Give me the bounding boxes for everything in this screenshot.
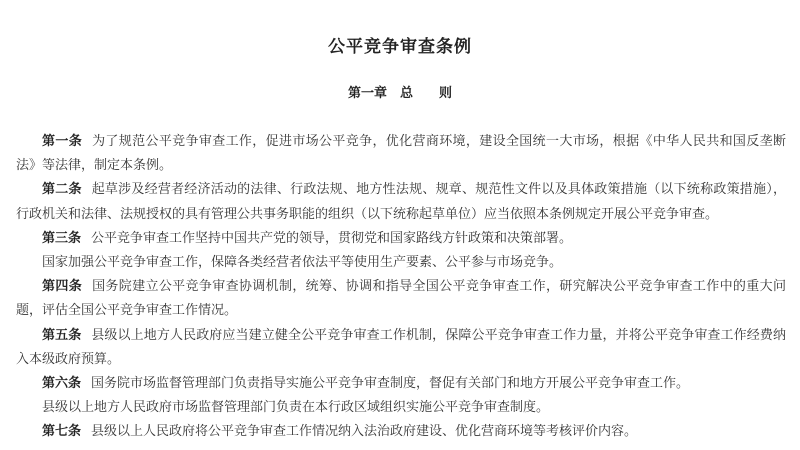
article-text: 为了规范公平竞争审查工作，促进市场公平竞争，优化营商环境，建设全国统一大市场，根据《中华人民共和国反垄断法》等法律，制定本条例。 xyxy=(16,134,786,174)
article-6 xyxy=(16,372,786,396)
article-number: 第一条 xyxy=(42,134,83,149)
article-1 xyxy=(16,130,786,178)
article-text: 起草涉及经营者经济活动的法律、行政法规、地方性法规、规章、规范性文件以及具体政策措施（以下统称政策措施），行政机关和法律、法规授权的具有管理公共事务职能的组织（以下统称起草单位）应当依照本条例规定开展公平竞争审查。 xyxy=(16,182,786,222)
document-title: 公平竞争审查条例 xyxy=(328,37,472,57)
chapter-heading: 第一章 总 则 xyxy=(347,86,452,101)
article-2 xyxy=(16,178,786,226)
article-7 xyxy=(16,420,786,444)
paragraph-text: 县级以上地方人民政府市场监督管理部门负责在本行政区域组织实施公平竞争审查制度。 xyxy=(42,400,550,416)
article-3 xyxy=(16,227,786,251)
article-3-paragraph-2 xyxy=(16,251,786,275)
article-text: 公平竞争审查工作坚持中国共产党的领导，贯彻党和国家路线方针政策和决策部署。 xyxy=(91,230,573,246)
paragraph-text: 国家加强公平竞争审查工作，保障各类经营者依法平等使用生产要素、公平参与市场竞争。 xyxy=(42,255,563,271)
article-5 xyxy=(16,324,786,372)
article-number: 第三条 xyxy=(42,230,82,246)
article-number: 第六条 xyxy=(42,376,82,392)
article-number: 第七条 xyxy=(42,424,82,440)
article-text: 国务院市场监督管理部门负责指导实施公平竞争审查制度，督促有关部门和地方开展公平竞争审查工作。 xyxy=(91,376,690,392)
article-text: 国务院建立公平竞争审查协调机制，统筹、协调和指导全国公平竞争审查工作，研究解决公平竞争审查工作中的重大问题，评估全国公平竞争审查工作情况。 xyxy=(16,279,786,319)
article-4 xyxy=(16,275,786,323)
article-text: 县级以上地方人民政府应当建立健全公平竞争审查工作机制，保障公平竞争审查工作力量，并将公平竞争审查工作经费纳入本级政府预算。 xyxy=(16,327,786,367)
article-number: 第四条 xyxy=(42,279,83,295)
article-number: 第五条 xyxy=(42,327,82,343)
article-number: 第二条 xyxy=(42,182,82,198)
article-6-paragraph-2 xyxy=(16,396,786,420)
document-body xyxy=(16,130,786,445)
article-text: 县级以上人民政府将公平竞争审查工作情况纳入法治政府建设、优化营商环境等考核评价内容。 xyxy=(91,424,638,440)
